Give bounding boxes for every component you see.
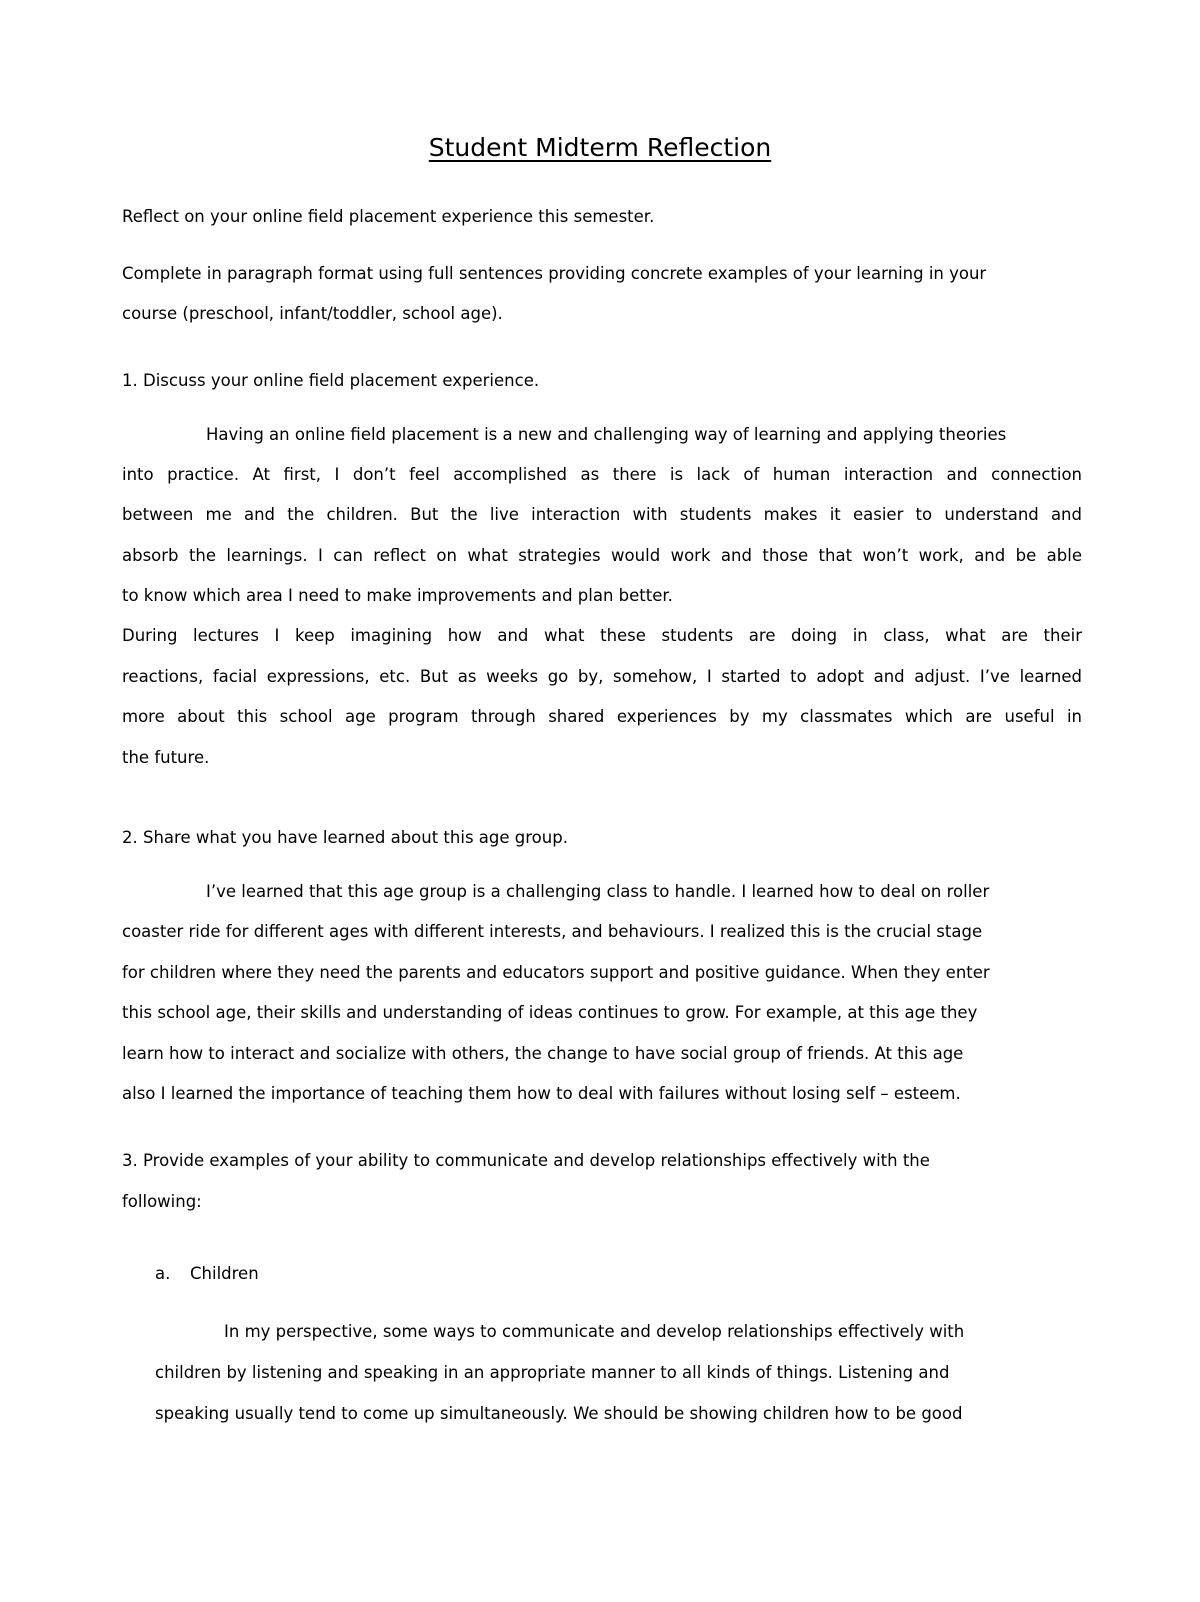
q1-paragraph-line: absorb the learnings. I can reflect on what strategies would work and those that won’t work, and be able [122, 546, 1082, 565]
q1-paragraph-line: During lectures I keep imagining how and what these students are doing in class, what are their [122, 626, 1082, 645]
question-3-heading-continued: following: [122, 1192, 202, 1211]
intro-complete-line-1: Complete in paragraph format using full sentences providing concrete examples of your learning in your [122, 264, 987, 283]
question-2-heading: 2. Share what you have learned about this age group. [122, 828, 568, 847]
q2-paragraph-line: also I learned the importance of teaching them how to deal with failures without losing self – esteem. [122, 1084, 961, 1103]
q1-paragraph-line: into practice. At first, I don’t feel accomplished as there is lack of human interaction and connection [122, 465, 1082, 484]
q1-paragraph-line: Having an online field placement is a new and challenging way of learning and applying theories [206, 425, 1007, 444]
q1-paragraph-line: the future. [122, 748, 210, 767]
sub-item-marker-a: a. [155, 1264, 171, 1283]
q1-paragraph-line: more about this school age program through shared experiences by my classmates which are useful in [122, 707, 1082, 726]
document-title: Student Midterm Reflection [428, 133, 772, 162]
q3a-paragraph-line: speaking usually tend to come up simultaneously. We should be showing children how to be good [155, 1404, 963, 1423]
q2-paragraph-line: learn how to interact and socialize with others, the change to have social group of friends. At this age [122, 1044, 964, 1063]
q2-paragraph-line: coaster ride for different ages with different interests, and behaviours. I realized this is the crucial stage [122, 922, 983, 941]
intro-complete-line-2: course (preschool, infant/toddler, school age). [122, 304, 503, 323]
q1-paragraph-line: between me and the children. But the live interaction with students makes it easier to understand and [122, 505, 1082, 524]
q2-paragraph-line: this school age, their skills and understanding of ideas continues to grow. For example, at this age they [122, 1003, 978, 1022]
sub-item-label-children: Children [190, 1264, 259, 1283]
q3a-paragraph-line: In my perspective, some ways to communicate and develop relationships effectively with [224, 1322, 965, 1341]
q2-paragraph-line: for children where they need the parents and educators support and positive guidance. When they enter [122, 963, 990, 982]
question-3-heading: 3. Provide examples of your ability to communicate and develop relationships effectively with the [122, 1151, 930, 1170]
q2-paragraph-line: I’ve learned that this age group is a challenging class to handle. I learned how to deal on roller [206, 882, 990, 901]
q3a-paragraph-line: children by listening and speaking in an appropriate manner to all kinds of things. Listening and [155, 1363, 950, 1382]
q1-paragraph-line: reactions, facial expressions, etc. But as weeks go by, somehow, I started to adopt and adjust. I’ve learned [122, 667, 1082, 686]
question-1-heading: 1. Discuss your online field placement experience. [122, 371, 540, 390]
q1-paragraph-line: to know which area I need to make improvements and plan better. [122, 586, 673, 605]
intro-reflect: Reflect on your online field placement experience this semester. [122, 207, 655, 226]
